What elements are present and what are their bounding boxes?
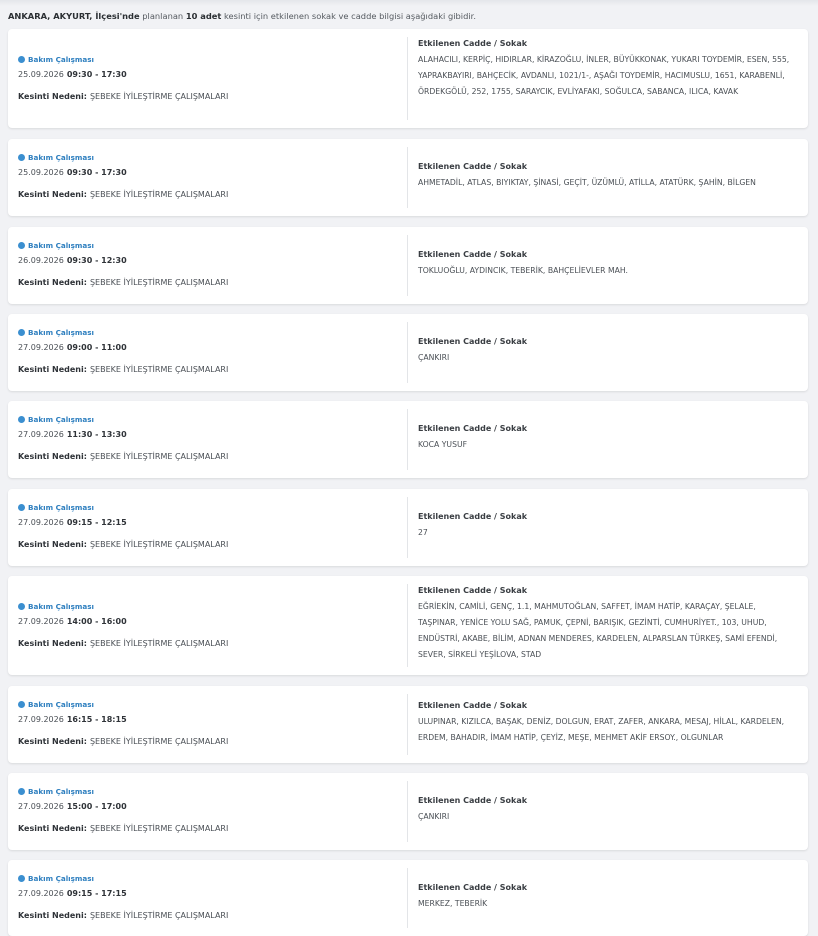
status-dot-icon <box>18 242 25 249</box>
outage-date: 27.09.2026 <box>18 715 64 724</box>
outage-datetime <box>18 518 127 527</box>
outage-date: 25.09.2026 <box>18 168 64 177</box>
outage-info <box>18 860 398 936</box>
reason-label: Kesinti Nedeni: <box>18 824 87 833</box>
streets-title: Etkilenen Cadde / Sokak <box>418 39 528 48</box>
outage-type <box>18 55 94 64</box>
streets-title: Etkilenen Cadde / Sokak <box>418 512 528 521</box>
reason-value: ŞEBEKE İYİLEŞTİRME ÇALIŞMALARI <box>89 452 229 461</box>
outage-reason <box>18 365 228 374</box>
streets-title: Etkilenen Cadde / Sokak <box>418 586 528 595</box>
outage-card <box>8 401 808 478</box>
outage-datetime <box>18 430 127 439</box>
outage-time: 16:15 - 18:15 <box>66 715 127 724</box>
outage-type-label: Bakım Çalışması <box>28 602 94 611</box>
status-dot-icon <box>18 788 25 795</box>
outage-info <box>18 401 398 478</box>
outage-info <box>18 489 398 566</box>
outage-card <box>8 773 808 850</box>
affected-streets <box>418 39 794 100</box>
reason-value: ŞEBEKE İYİLEŞTİRME ÇALIŞMALARI <box>89 92 229 101</box>
outage-reason <box>18 824 228 833</box>
outage-type-label: Bakım Çalışması <box>28 328 94 337</box>
card-divider <box>407 147 408 208</box>
outage-type-label: Bakım Çalışması <box>28 700 94 709</box>
summary-location: ANKARA, AKYURT, İlçesi'nde <box>8 11 140 21</box>
reason-label: Kesinti Nedeni: <box>18 452 87 461</box>
affected-streets <box>418 883 794 912</box>
reason-label: Kesinti Nedeni: <box>18 278 87 287</box>
summary-text <box>8 11 476 21</box>
streets-list: EĞRİEKİN, CAMİLİ, GENÇ, 1.1, MAHMUTOĞLAN, SAFFET, İMAM HATİP, KARAÇAY, ŞELALE, TAŞPINAR, YENİCE YOLU SAĞ, PAMUK, ÇEPNİ, BARIŞIK, GEZİNTİ, CUMHURİYET., 103, UHUD, ENDÜSTRİ, AKABE, BİLİM, ADNAN MENDERES, KARDELEN, ALPARSLAN TÜRKEŞ, SAMİ EFENDİ, SEVER, SİRKELİ YEŞİLOVA, STAD <box>418 602 778 659</box>
reason-value: ŞEBEKE İYİLEŞTİRME ÇALIŞMALARI <box>89 824 229 833</box>
streets-list: TOKLUOĞLU, AYDINCIK, TEBERİK, BAHÇELİEVLER MAH. <box>418 266 628 275</box>
card-divider <box>407 37 408 120</box>
streets-title: Etkilenen Cadde / Sokak <box>418 883 528 892</box>
card-divider <box>407 322 408 383</box>
outage-date: 27.09.2026 <box>18 889 64 898</box>
streets-title: Etkilenen Cadde / Sokak <box>418 250 528 259</box>
streets-list: KOCA YUSUF <box>418 440 467 449</box>
outage-type <box>18 328 94 337</box>
outage-type-label: Bakım Çalışması <box>28 153 94 162</box>
outage-datetime <box>18 617 127 626</box>
affected-streets <box>418 586 794 663</box>
reason-label: Kesinti Nedeni: <box>18 92 87 101</box>
outage-time: 09:15 - 17:15 <box>66 889 127 898</box>
outage-info <box>18 686 398 763</box>
reason-label: Kesinti Nedeni: <box>18 365 87 374</box>
outage-time: 09:30 - 17:30 <box>66 70 127 79</box>
reason-value: ŞEBEKE İYİLEŞTİRME ÇALIŞMALARI <box>89 190 229 199</box>
outage-type <box>18 153 94 162</box>
outage-datetime <box>18 715 127 724</box>
outage-datetime <box>18 802 127 811</box>
affected-streets <box>418 512 794 541</box>
streets-title: Etkilenen Cadde / Sokak <box>418 796 528 805</box>
outage-time: 09:15 - 12:15 <box>66 518 127 527</box>
streets-title: Etkilenen Cadde / Sokak <box>418 424 528 433</box>
streets-list: ÇANKIRI <box>418 812 450 821</box>
reason-value: ŞEBEKE İYİLEŞTİRME ÇALIŞMALARI <box>89 911 229 920</box>
outage-time: 09:30 - 12:30 <box>66 256 127 265</box>
outage-info <box>18 314 398 391</box>
outage-card <box>8 576 808 675</box>
outage-date: 25.09.2026 <box>18 70 64 79</box>
card-divider <box>407 694 408 755</box>
outage-time: 11:30 - 13:30 <box>66 430 127 439</box>
streets-list: ÇANKIRI <box>418 353 450 362</box>
outage-date: 27.09.2026 <box>18 617 64 626</box>
outage-type <box>18 415 94 424</box>
outage-type-label: Bakım Çalışması <box>28 503 94 512</box>
top-shadow <box>0 0 818 6</box>
reason-value: ŞEBEKE İYİLEŞTİRME ÇALIŞMALARI <box>89 737 229 746</box>
affected-streets <box>418 250 794 279</box>
card-divider <box>407 235 408 296</box>
reason-value: ŞEBEKE İYİLEŞTİRME ÇALIŞMALARI <box>89 365 229 374</box>
reason-value: ŞEBEKE İYİLEŞTİRME ÇALIŞMALARI <box>89 278 229 287</box>
status-dot-icon <box>18 329 25 336</box>
outage-date: 27.09.2026 <box>18 802 64 811</box>
outage-reason <box>18 190 228 199</box>
outage-datetime <box>18 70 127 79</box>
outage-card <box>8 29 808 128</box>
status-dot-icon <box>18 56 25 63</box>
outage-datetime <box>18 343 127 352</box>
reason-label: Kesinti Nedeni: <box>18 540 87 549</box>
affected-streets <box>418 796 794 825</box>
reason-label: Kesinti Nedeni: <box>18 190 87 199</box>
outage-reason <box>18 911 228 920</box>
status-dot-icon <box>18 504 25 511</box>
streets-title: Etkilenen Cadde / Sokak <box>418 701 528 710</box>
outage-info <box>18 139 398 216</box>
status-dot-icon <box>18 154 25 161</box>
outage-type-label: Bakım Çalışması <box>28 55 94 64</box>
affected-streets <box>418 162 794 191</box>
summary-text-1: planlanan <box>142 11 184 21</box>
outage-date: 27.09.2026 <box>18 430 64 439</box>
outage-date: 27.09.2026 <box>18 343 64 352</box>
outage-datetime <box>18 256 127 265</box>
outage-reason <box>18 278 228 287</box>
card-divider <box>407 497 408 558</box>
outage-time: 09:00 - 11:00 <box>66 343 127 352</box>
reason-value: ŞEBEKE İYİLEŞTİRME ÇALIŞMALARI <box>89 639 229 648</box>
summary-text-2: kesinti için etkilenen sokak ve cadde bilgisi aşağıdaki gibidir. <box>224 11 476 21</box>
outage-type-label: Bakım Çalışması <box>28 415 94 424</box>
outage-type <box>18 241 94 250</box>
streets-list: AHMETADİL, ATLAS, BIYIKTAY, ŞİNASİ, GEÇİT, ÜZÜMLÜ, ATİLLA, ATATÜRK, ŞAHİN, BİLGEN <box>418 178 756 187</box>
outage-card <box>8 686 808 763</box>
status-dot-icon <box>18 416 25 423</box>
outage-type-label: Bakım Çalışması <box>28 787 94 796</box>
card-divider <box>407 584 408 667</box>
reason-value: ŞEBEKE İYİLEŞTİRME ÇALIŞMALARI <box>89 540 229 549</box>
card-divider <box>407 868 408 928</box>
streets-title: Etkilenen Cadde / Sokak <box>418 337 528 346</box>
outage-info <box>18 576 398 675</box>
streets-title: Etkilenen Cadde / Sokak <box>418 162 528 171</box>
outage-card <box>8 860 808 936</box>
outage-type <box>18 503 94 512</box>
outage-card <box>8 314 808 391</box>
outage-time: 15:00 - 17:00 <box>66 802 127 811</box>
outage-type-label: Bakım Çalışması <box>28 874 94 883</box>
outage-reason <box>18 452 228 461</box>
streets-list: ALAHACILI, KERPİÇ, HIDIRLAR, KİRAZOĞLU, İNLER, BÜYÜKKONAK, YUKARI TOYDEMİR, ESEN, 555, YAPRAKBAYIRI, BAHÇECİK, AVDANLI, 1021/1-, AŞAĞI TOYDEMİR, HACIMUSLU, 1651, KARABENLİ, ÖRDEKGÖLÜ, 252, 1755, SARAYCIK, EVLİYAFAKI, SOĞULCA, SABANCA, ILICA, KAVAK <box>418 55 790 96</box>
streets-list: 27 <box>418 528 428 537</box>
outage-info <box>18 227 398 304</box>
streets-list: MERKEZ, TEBERİK <box>418 899 488 908</box>
outage-card <box>8 139 808 216</box>
outage-date: 27.09.2026 <box>18 518 64 527</box>
outage-type <box>18 700 94 709</box>
outage-info <box>18 773 398 850</box>
affected-streets <box>418 337 794 366</box>
status-dot-icon <box>18 701 25 708</box>
outage-reason <box>18 639 228 648</box>
summary-count: 10 adet <box>185 11 222 21</box>
affected-streets <box>418 424 794 453</box>
outage-card <box>8 489 808 566</box>
outage-reason <box>18 540 228 549</box>
affected-streets <box>418 701 794 746</box>
outage-time: 14:00 - 16:00 <box>66 617 127 626</box>
outage-date: 26.09.2026 <box>18 256 64 265</box>
outage-reason <box>18 92 228 101</box>
outage-info <box>18 29 398 128</box>
outage-datetime <box>18 889 127 898</box>
outage-reason <box>18 737 228 746</box>
reason-label: Kesinti Nedeni: <box>18 911 87 920</box>
card-divider <box>407 409 408 470</box>
outage-datetime <box>18 168 127 177</box>
streets-list: ULUPINAR, KIZILCA, BAŞAK, DENİZ, DOLGUN, ERAT, ZAFER, ANKARA, MESAJ, HİLAL, KARDELEN, ERDEM, BAHADIR, İMAM HATİP, ÇEYİZ, MEŞE, MEHMET AKİF ERSOY., OLGUNLAR <box>418 717 785 742</box>
outage-card <box>8 227 808 304</box>
outage-type <box>18 787 94 796</box>
outage-type-label: Bakım Çalışması <box>28 241 94 250</box>
reason-label: Kesinti Nedeni: <box>18 737 87 746</box>
status-dot-icon <box>18 603 25 610</box>
card-divider <box>407 781 408 842</box>
outage-type <box>18 602 94 611</box>
reason-label: Kesinti Nedeni: <box>18 639 87 648</box>
status-dot-icon <box>18 875 25 882</box>
outage-time: 09:30 - 17:30 <box>66 168 127 177</box>
outage-type <box>18 874 94 883</box>
